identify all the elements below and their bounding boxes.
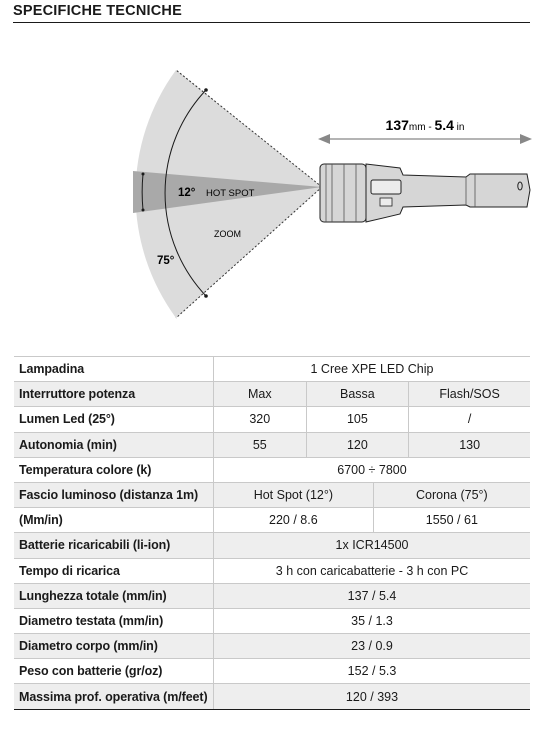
- table-cell: 105: [306, 407, 409, 432]
- table-row: [14, 508, 530, 533]
- table-row: [14, 659, 530, 684]
- page-title: SPECIFICHE TECNICHE: [13, 3, 182, 19]
- table-row: [14, 608, 530, 633]
- length-dimension-arrow: [318, 134, 532, 144]
- table-cell: Bassa: [306, 382, 409, 407]
- row-label: Fascio luminoso (distanza 1m): [14, 482, 214, 507]
- table-cell: 220 / 8.6: [214, 508, 374, 533]
- arc-endpoint-dot: [142, 173, 145, 176]
- angle-narrow-label: 12°: [178, 187, 196, 199]
- row-label: Diametro corpo (mm/in): [14, 634, 214, 659]
- row-label: Tempo di ricarica: [14, 558, 214, 583]
- table-row: [14, 583, 530, 608]
- table-cell: 152 / 5.3: [214, 659, 531, 684]
- row-label: Batterie ricaricabili (li-ion): [14, 533, 214, 558]
- table-cell: 35 / 1.3: [214, 608, 531, 633]
- table-row: [14, 382, 530, 407]
- table-row: [14, 482, 530, 507]
- row-label: Massima prof. operativa (m/feet): [14, 684, 214, 709]
- row-label: Lunghezza totale (mm/in): [14, 583, 214, 608]
- row-label: Diametro testata (mm/in): [14, 608, 214, 633]
- table-row: [14, 407, 530, 432]
- table-cell: Flash/SOS: [409, 382, 530, 407]
- title-divider: [13, 22, 530, 23]
- table-cell: Hot Spot (12°): [214, 482, 374, 507]
- table-row: [14, 558, 530, 583]
- specs-table: [14, 356, 530, 710]
- table-row: [14, 634, 530, 659]
- table-cell: 1x ICR14500: [214, 533, 531, 558]
- beam-diagram: [0, 50, 547, 330]
- table-cell: 23 / 0.9: [214, 634, 531, 659]
- arc-endpoint-dot: [204, 88, 208, 92]
- row-label: (Mm/in): [14, 508, 214, 533]
- flashlight-illustration: [320, 164, 530, 222]
- table-row: [14, 357, 530, 382]
- table-cell: 137 / 5.4: [214, 583, 531, 608]
- table-cell: 6700 ÷ 7800: [214, 457, 531, 482]
- arc-endpoint-dot: [142, 209, 145, 212]
- row-label: Lumen Led (25°): [14, 407, 214, 432]
- table-row: [14, 432, 530, 457]
- table-row: [14, 533, 530, 558]
- table-cell: /: [409, 407, 530, 432]
- table-cell: Max: [214, 382, 307, 407]
- table-cell: 55: [214, 432, 307, 457]
- table-cell: 3 h con caricabatterie - 3 h con PC: [214, 558, 531, 583]
- row-label: Peso con batterie (gr/oz): [14, 659, 214, 684]
- angle-wide-label: 75°: [157, 255, 175, 267]
- row-label: Lampadina: [14, 357, 214, 382]
- table-row: [14, 684, 530, 709]
- zoom-label: ZOOM: [214, 229, 241, 239]
- arc-endpoint-dot: [204, 294, 208, 298]
- row-label: Autonomia (min): [14, 432, 214, 457]
- table-cell: 1 Cree XPE LED Chip: [214, 357, 531, 382]
- row-label: Interruttore potenza: [14, 382, 214, 407]
- table-row: [14, 457, 530, 482]
- table-cell: Corona (75°): [373, 482, 530, 507]
- table-cell: 320: [214, 407, 307, 432]
- table-cell: 1550 / 61: [373, 508, 530, 533]
- row-label: Temperatura colore (k): [14, 457, 214, 482]
- length-dimension-label: 137mm - 5.4 in: [385, 117, 465, 133]
- table-cell: 120: [306, 432, 409, 457]
- table-cell: 120 / 393: [214, 684, 531, 709]
- hotspot-label: HOT SPOT: [206, 188, 255, 199]
- table-cell: 130: [409, 432, 530, 457]
